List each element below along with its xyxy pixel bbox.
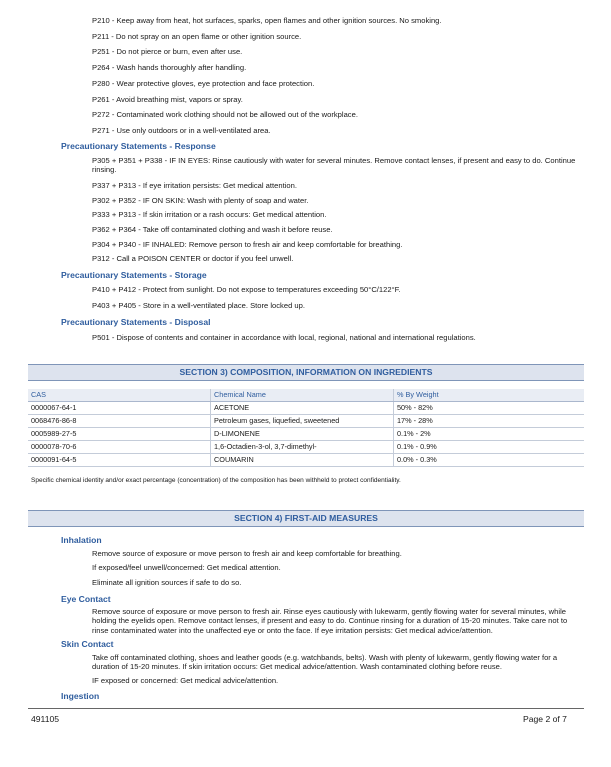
eye-contact-heading: Eye Contact bbox=[61, 594, 111, 604]
p333-statement: P333 + P313 - If skin irritation or a rash occurs: Get medical attention. bbox=[92, 210, 327, 219]
percent-cell: 0.1% - 0.9% bbox=[394, 441, 585, 454]
chemical-name-cell: ACETONE bbox=[211, 402, 394, 415]
inhalation-statement: Remove source of exposure or move person to fresh air and keep comfortable for breathing. bbox=[92, 549, 402, 558]
cas-cell: 0000091-64-5 bbox=[28, 454, 211, 467]
percent-cell: 0.1% - 2% bbox=[394, 428, 585, 441]
chemical-name-cell: 1,6-Octadien-3-ol, 3,7-dimethyl- bbox=[211, 441, 394, 454]
column-header-cas: CAS bbox=[28, 389, 211, 402]
chemical-name-cell: D-LIMONENE bbox=[211, 428, 394, 441]
column-header-chemical-name: Chemical Name bbox=[211, 389, 394, 402]
ingestion-heading: Ingestion bbox=[61, 691, 100, 701]
table-row bbox=[28, 415, 584, 428]
p305-statement: P305 + P351 + P338 - IF IN EYES: Rinse cautiously with water for several minutes. Remove contact lenses, if present and easy to do. Continue rinsing. bbox=[92, 156, 576, 175]
section4-header: SECTION 4) FIRST-AID MEASURES bbox=[28, 510, 584, 527]
p362-statement: P362 + P364 - Take off contaminated clothing and wash it before reuse. bbox=[92, 225, 333, 234]
inhalation-statement: Eliminate all ignition sources if safe to do so. bbox=[92, 578, 242, 587]
confidentiality-note: Specific chemical identity and/or exact percentage (concentration) of the composition has been withheld to protect confidentiality. bbox=[31, 477, 401, 484]
cas-cell: 0000078-70-6 bbox=[28, 441, 211, 454]
p251-statement: P251 - Do not pierce or burn, even after use. bbox=[92, 47, 243, 56]
table-row bbox=[28, 428, 584, 441]
p261-statement: P261 - Avoid breathing mist, vapors or spray. bbox=[92, 95, 243, 104]
document-number: 491105 bbox=[31, 714, 60, 724]
page-number: Page 2 of 7 bbox=[523, 714, 567, 724]
inhalation-statement: If exposed/feel unwell/concerned: Get medical attention. bbox=[92, 563, 281, 572]
eye-contact-statement: Remove source of exposure or move person to fresh air. Rinse eyes cautiously with lukewarm, gently flowing water for several minutes, while holding the eyelids open. Remove contact lenses, if present and easy to do. Continue rinsing for a duration of 15-20 minutes. Take care not to rinse contaminated water into the unaffected eye or onto the face. If eye irritation persists: Get medical advice/attention. bbox=[92, 607, 568, 635]
table-row bbox=[28, 441, 584, 454]
p280-statement: P280 - Wear protective gloves, eye protection and face protection. bbox=[92, 79, 315, 88]
p302-statement: P302 + P352 - IF ON SKIN: Wash with plenty of soap and water. bbox=[92, 196, 309, 205]
disposal-heading: Precautionary Statements - Disposal bbox=[61, 317, 211, 327]
p337-statement: P337 + P313 - If eye irritation persists: Get medical attention. bbox=[92, 181, 297, 190]
p272-statement: P272 - Contaminated work clothing should not be allowed out of the workplace. bbox=[92, 110, 358, 119]
section3-header: SECTION 3) COMPOSITION, INFORMATION ON INGREDIENTS bbox=[28, 364, 584, 381]
cas-cell: 0000067-64-1 bbox=[28, 402, 211, 415]
skin-contact-heading: Skin Contact bbox=[61, 639, 114, 649]
p264-statement: P264 - Wash hands thoroughly after handling. bbox=[92, 63, 247, 72]
p501-statement: P501 - Dispose of contents and container in accordance with local, regional, national and international regulations. bbox=[92, 333, 476, 342]
chemical-name-cell: Petroleum gases, liquefied, sweetened bbox=[211, 415, 394, 428]
cas-cell: 0068476-86-8 bbox=[28, 415, 211, 428]
p410-statement: P410 + P412 - Protect from sunlight. Do not expose to temperatures exceeding 50°C/122°F. bbox=[92, 285, 401, 294]
ingredients-table bbox=[28, 389, 584, 467]
percent-cell: 0.0% - 0.3% bbox=[394, 454, 585, 467]
storage-heading: Precautionary Statements - Storage bbox=[61, 270, 207, 280]
footer-divider bbox=[28, 708, 584, 709]
table-row bbox=[28, 454, 584, 467]
percent-cell: 17% - 28% bbox=[394, 415, 585, 428]
ingredients-header-row bbox=[28, 389, 584, 402]
percent-cell: 50% - 82% bbox=[394, 402, 585, 415]
p304-statement: P304 + P340 - IF INHALED: Remove person to fresh air and keep comfortable for breathing. bbox=[92, 240, 403, 249]
p210-statement: P210 - Keep away from heat, hot surfaces, sparks, open flames and other ignition sources. No smoking. bbox=[92, 16, 442, 25]
p312-statement: P312 - Call a POISON CENTER or doctor if you feel unwell. bbox=[92, 254, 294, 263]
p403-statement: P403 + P405 - Store in a well-ventilated place. Store locked up. bbox=[92, 301, 305, 310]
table-row bbox=[28, 402, 584, 415]
skin-contact-statement: Take off contaminated clothing, shoes and leather goods (e.g. watchbands, belts). Wash with plenty of lukewarm, gently flowing water for a duration of 15-20 minutes. If skin irritation occurs: Get medical advice/attention. Wash contaminated clothing before reuse. bbox=[92, 653, 558, 672]
inhalation-heading: Inhalation bbox=[61, 535, 102, 545]
chemical-name-cell: COUMARIN bbox=[211, 454, 394, 467]
response-heading: Precautionary Statements - Response bbox=[61, 141, 216, 151]
p211-statement: P211 - Do not spray on an open flame or other ignition source. bbox=[92, 32, 302, 41]
p271-statement: P271 - Use only outdoors or in a well-ventilated area. bbox=[92, 126, 271, 135]
skin-contact-statement: IF exposed or concerned: Get medical advice/attention. bbox=[92, 676, 279, 685]
column-header-percent-weight: % By Weight bbox=[394, 389, 585, 402]
cas-cell: 0005989-27-5 bbox=[28, 428, 211, 441]
